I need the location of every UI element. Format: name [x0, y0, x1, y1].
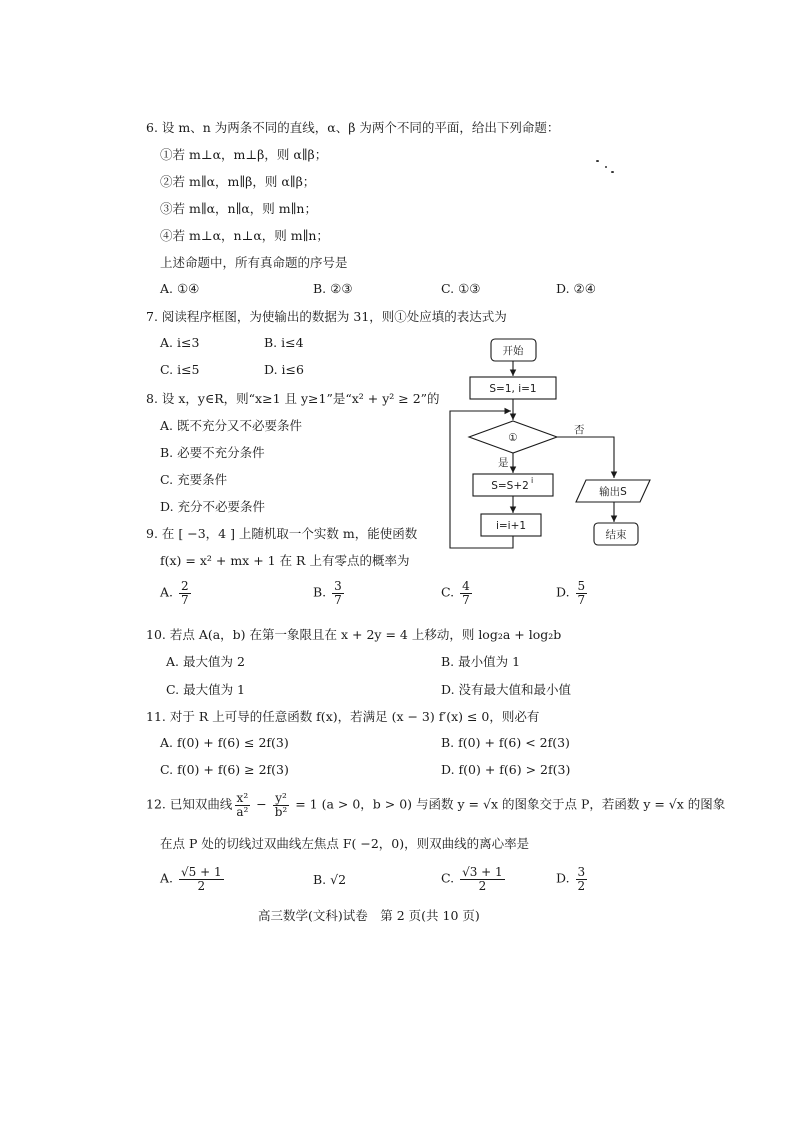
denominator: 7: [577, 592, 586, 607]
q12-pre: 12. 已知双曲线: [146, 796, 233, 812]
numerator: 4: [462, 579, 470, 593]
q12-option-b: B. √2: [313, 872, 347, 887]
q10-option-a: A. 最大值为 2: [166, 654, 245, 669]
q7-option-c: C. i≤5: [160, 362, 200, 377]
denominator: 7: [334, 592, 342, 607]
flow-update-label: S=S+2: [491, 480, 529, 492]
flow-yes-label: 是: [498, 457, 509, 469]
q11-option-b: B. f(0) + f(6) < 2f(3): [441, 735, 570, 750]
q11-option-a: A. f(0) + f(6) ≤ 2f(3): [160, 735, 289, 750]
flow-no-arrow: [557, 437, 614, 478]
option-label: C.: [441, 870, 455, 886]
q9-stem-line2: f(x) = x² + mx + 1 在 R 上有零点的概率为: [160, 553, 410, 568]
q7-stem: 7. 阅读程序框图，为使输出的数据为 31，则①处应填的表达式为: [146, 309, 507, 324]
q8-option-d: D. 充分不必要条件: [160, 499, 266, 514]
q6-prop-3: ③若 m∥α，n∥α，则 m∥n；: [160, 201, 317, 216]
scan-speck: [611, 171, 614, 173]
denominator: 2: [197, 878, 206, 893]
q11-option-d: D. f(0) + f(6) > 2f(3): [441, 762, 571, 777]
numerator: 5: [577, 579, 586, 593]
flow-update-exponent: i: [531, 476, 534, 485]
denominator: 7: [462, 592, 470, 607]
q7-option-d: D. i≤6: [264, 362, 304, 377]
q12-stem-line2: 在点 P 处的切线过双曲线左焦点 F( −2，0)，则双曲线的离心率是: [160, 836, 530, 851]
denominator: 2: [478, 878, 487, 893]
q7-option-a: A. i≤3: [160, 335, 200, 350]
flow-init-label: S=1, i=1: [489, 383, 537, 395]
option-label: A.: [160, 870, 174, 886]
q11-stem: 11. 对于 R 上可导的任意函数 f(x)，若满足 (x − 3) f′(x) ≤ 0，则必有: [146, 709, 540, 724]
numerator: √3 + 1: [462, 865, 503, 879]
denominator: 2: [577, 878, 586, 893]
numerator: 3: [577, 865, 586, 879]
denominator: a²: [236, 804, 249, 819]
q10-option-d: D. 没有最大值和最小值: [441, 682, 572, 697]
q6-prop-2: ②若 m∥α，m∥β，则 α∥β；: [160, 174, 316, 189]
option-label: A.: [160, 584, 174, 600]
q12-minus: −: [252, 796, 271, 812]
q11-option-c: C. f(0) + f(6) ≥ 2f(3): [160, 762, 289, 777]
scan-speck: [605, 166, 607, 168]
option-label: C.: [441, 584, 455, 600]
flow-inc-label: i=i+1: [495, 520, 527, 532]
flow-output-label: 输出S: [599, 486, 627, 498]
q10-option-b: B. 最小值为 1: [441, 654, 521, 669]
q10-option-c: C. 最大值为 1: [166, 682, 245, 697]
denominator: 7: [181, 592, 189, 607]
q6-option-b: B. ②③: [313, 281, 353, 296]
flow-no-label: 否: [574, 424, 585, 436]
q8-option-c: C. 充要条件: [160, 472, 228, 487]
scan-speck: [596, 160, 599, 162]
q6-prop-4: ④若 m⊥α，n⊥α，则 m∥n；: [160, 228, 329, 243]
q7-option-b: B. i≤4: [264, 335, 304, 350]
q8-stem: 8. 设 x，y∈R，则“x≥1 且 y≥1”是“x² + y² ≥ 2”的: [146, 391, 440, 406]
q10-stem: 10. 若点 A(a，b) 在第一象限且在 x + 2y = 4 上移动，则 log₂a + log₂b: [146, 627, 562, 642]
flow-end-label: 结束: [605, 529, 627, 541]
q6-option-a: A. ①④: [160, 281, 200, 296]
denominator: b²: [274, 804, 288, 819]
page-footer: 高三数学(文科)试卷 第 2 页(共 10 页): [258, 908, 480, 923]
numerator: y²: [275, 791, 287, 805]
option-label: B.: [313, 584, 327, 600]
numerator: 2: [181, 579, 189, 593]
option-label: D.: [556, 870, 570, 886]
q6-prop-1: ①若 m⊥α，m⊥β，则 α∥β；: [160, 147, 328, 162]
q6-option-d: D. ②④: [556, 281, 596, 296]
numerator: √5 + 1: [181, 865, 222, 879]
q9-stem-line1: 9. 在 [ −3，4 ] 上随机取一个实数 m，能使函数: [146, 526, 418, 541]
q6-ask: 上述命题中，所有真命题的序号是: [160, 255, 348, 270]
q8-option-b: B. 必要不充分条件: [160, 445, 265, 460]
q6-option-c: C. ①③: [441, 281, 481, 296]
flow-condition-label: ①: [508, 432, 518, 444]
numerator: 3: [334, 579, 342, 593]
option-label: D.: [556, 584, 570, 600]
flow-start-label: 开始: [502, 345, 524, 357]
numerator: x²: [236, 791, 249, 805]
q12-post: = 1 (a > 0，b > 0) 与函数 y = √x 的图象交于点 P，若函数 y = √x 的图象: [291, 796, 726, 812]
q6-stem: 6. 设 m、n 为两条不同的直线，α、β 为两个不同的平面，给出下列命题：: [146, 120, 560, 135]
q8-option-a: A. 既不充分又不必要条件: [160, 418, 302, 433]
